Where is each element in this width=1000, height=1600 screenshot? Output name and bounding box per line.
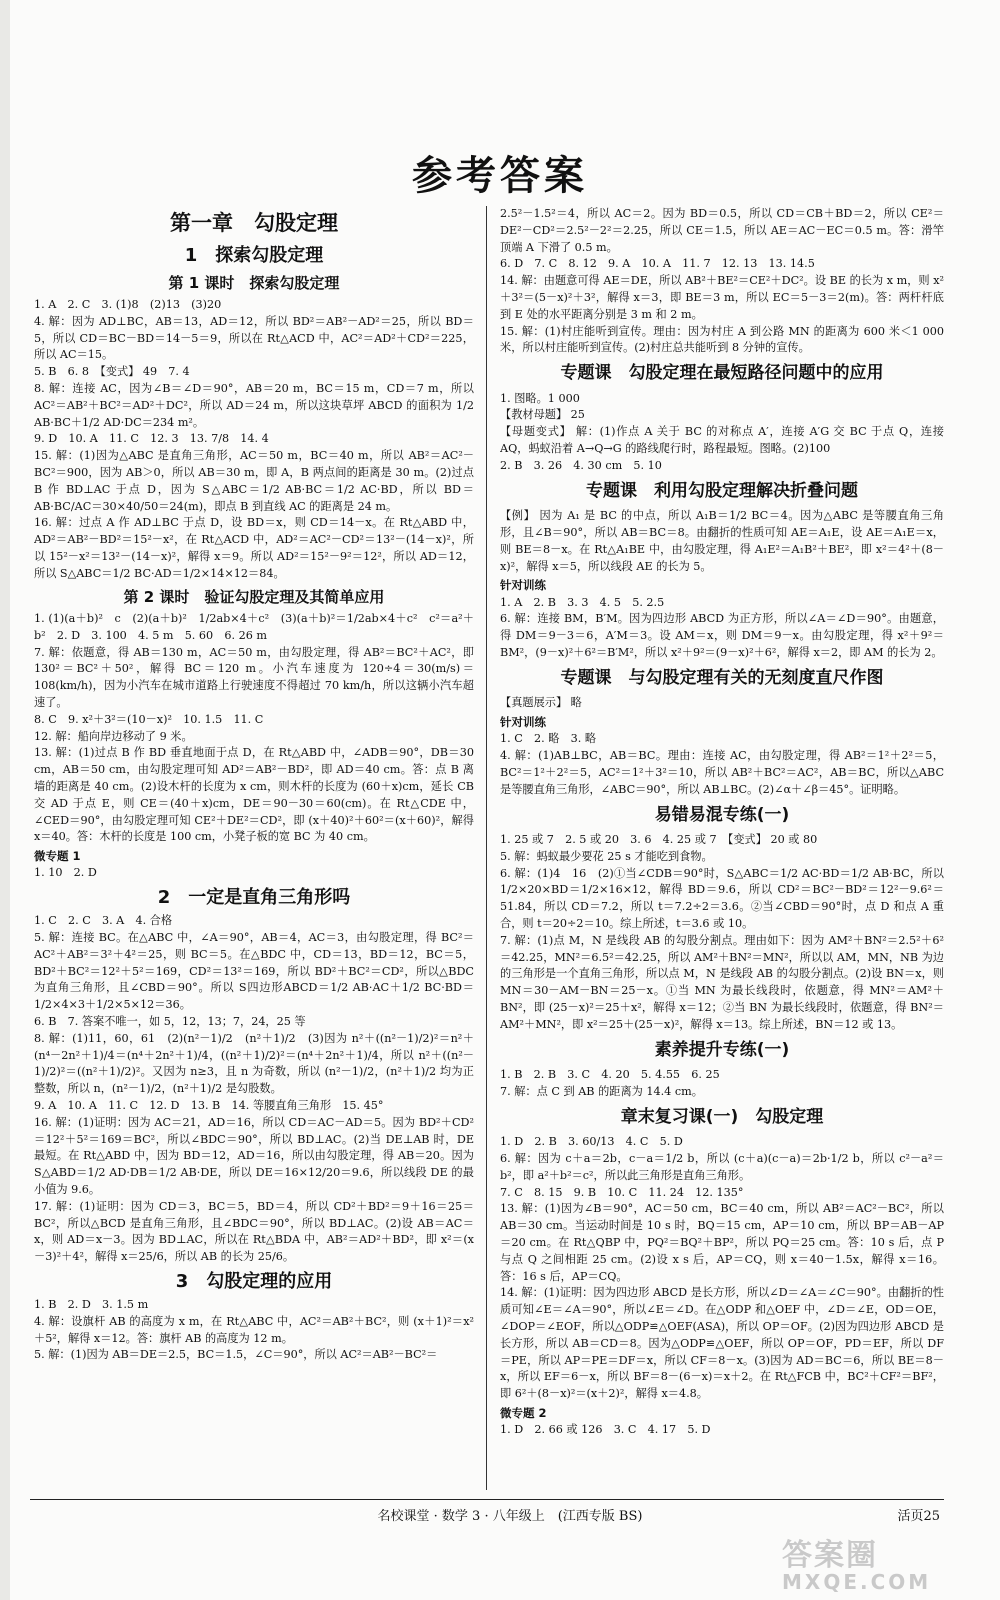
answer-paragraph: 5. 解：(1)因为 AB＝DE＝2.5，BC＝1.5，∠C＝90°，所以 AC²＝AB²－BC²＝ xyxy=(34,1348,438,1362)
answer-paragraph: 5. B 6. 8 【变式】 49 7. 4 xyxy=(34,365,190,379)
answer-paragraph: 6. 解：因为 c＋a＝2b，c－a＝1/2 b，所以 (c＋a)(c－a)＝2b·1/2 b，所以 c²－a²＝b²，即 a²＋b²＝c²，所以此三角形是直角三角形。 xyxy=(500,1151,944,1182)
answer-paragraph: 1. A 2. C 3. (1)8 (2)13 (3)20 xyxy=(34,298,222,311)
topic-heading: 素养提升专练(一) xyxy=(654,1039,790,1060)
answer-paragraph: 1. C 2. C 3. A 4. 合格 xyxy=(34,914,173,928)
answer-paragraph: 2. B 3. 26 4. 30 cm 5. 10 xyxy=(500,458,662,472)
lesson-heading: 第 2 课时 验证勾股定理及其简单应用 xyxy=(123,587,385,606)
answer-paragraph: 1. 25 或 7 2. 5 或 20 3. 6 4. 25 或 7 【变式】 20 或 80 xyxy=(500,833,818,847)
answer-paragraph: 6. 解：(1)4 16 (2)①当∠CDB＝90°时，S△ABC＝1/2 AC·BD＝1/2 AB·BC，所以 1/2×20×BD＝1/2×16×12，解得 BD＝9.6，所以 CD²＝BC²－BD²＝12²－9.6²＝51.84，所以 CD＝7.2，所以 t＝7.2÷2＝3.6。②当∠CBD＝90°时，点 D 和点 A 重合，则 t＝20÷2＝10。综上所述，t＝3.6 或 10。 xyxy=(500,866,944,930)
answer-paragraph: 13. 解：(1)过点 B 作 BD 垂直地面于点 D，在 Rt△ABD 中，∠ADB＝90°，DB＝30 cm，AB＝50 cm，由勾股定理可知 AD²＝AB²－BD²，即 AD＝40 cm。答：点 B 离墙的距离是 40 cm。(2)设木杆的长度为 x cm，则木杆的长度为 (60＋x)cm，延长 CB 交 AD 于点 E，则 CE＝(40＋x)cm，DE＝90－30＝60(cm)。在 Rt△CDE 中，∠CED＝90°，由勾股定理可知 CE²＋DE²＝CD²，即 (x＋40)²＋60²＝(x＋60)²，解得 x＝40。答：木杆的长度是 100 cm，小凳子板的宽 BC 为 40 cm。 xyxy=(34,746,474,844)
sub-heading: 针对训练 xyxy=(500,715,546,730)
sub-heading: 微专题 1 xyxy=(34,849,81,864)
answer-paragraph: 7. 解：点 C 到 AB 的距离为 14.4 cm。 xyxy=(500,1084,703,1098)
answer-paragraph: 1. D 2. B 3. 60/13 4. C 5. D xyxy=(500,1135,683,1149)
answer-paragraph: 12. 解：船向岸边移动了 9 米。 xyxy=(34,729,193,743)
chapter-heading: 第一章 勾股定理 xyxy=(170,211,338,235)
answer-paragraph: 7. C 8. 15 9. B 10. C 11. 24 12. 135° xyxy=(500,1185,744,1199)
answer-paragraph: 【例】 因为 A₁ 是 BC 的中点，所以 A₁B＝1/2 BC＝4。因为△ABC 是等腰直角三角形，且∠B＝90°，所以 AB＝BC＝8。由翻折的性质可知 AE＝A₁E，设 AE＝A₁E＝x，则 BE＝8－x。在 Rt△A₁BE 中，由勾股定理，得 A₁E²＝A₁B²＋BE²，即 x²＝4²＋(8－x)²，解得 x＝5，所以线段 AE 的长为 5。 xyxy=(500,509,944,573)
column-divider xyxy=(486,206,487,1490)
answer-paragraph: 14. 解：(1)证明：因为四边形 ABCD 是长方形，所以∠D＝∠A＝∠C＝90°。由翻折的性质可知∠E＝∠A＝90°，所以∠E＝∠D。在△ODP 和△OEF 中，∠D＝∠E，OD＝OE，∠DOP＝∠EOF，所以△ODP≌△OEF(ASA)，所以 OP＝OF。(2)因为四边形 ABCD 是长方形，所以 AB＝CD＝8。因为△ODP≌△OEF，所以 OP＝OF，PD＝EF，所以 DF＝PE，所以 AP＝PE＝DF＝x，所以 CF＝8－x。(3)因为 AD＝BC＝6，所以 BE＝8－x，所以 EF＝6－x，所以 BF＝8－(6－x)＝x＋2。在 Rt△FCB 中，BC²＋CF²＝BF²，即 6²＋(8－x)²＝(x＋2)²，解得 x＝4.8。 xyxy=(500,1286,944,1401)
answer-paragraph: 1. (1)(a＋b)² c (2)(a＋b)² 1/2ab×4＋c² (3)(a＋b)²＝1/2ab×4＋c² c²＝a²＋b² 2. D 3. 100 4. 5 m 5. 60 6. 26 m xyxy=(34,612,474,642)
answer-paragraph: 4. 解：因为 AD⊥BC，AB＝13，AD＝12，所以 BD²＝AB²－AD²＝25，所以 BD＝5，所以 CD＝BC－BD＝14－5＝9，所以在 Rt△ACD 中，AC²＝AD²＋CD²＝225，所以 AC＝15。 xyxy=(34,314,474,362)
lesson-heading: 第 1 课时 探索勾股定理 xyxy=(168,273,340,292)
answer-paragraph: 1. D 2. 66 或 126 3. C 4. 17 5. D xyxy=(500,1423,711,1437)
answer-paragraph: 【教材母题】 25 xyxy=(500,408,585,422)
footer-book-info: 名校课堂 · 数学 3 · 八年级上 (江西专版 BS) xyxy=(377,1509,643,1524)
answer-paragraph: 2.5²－1.5²＝4，所以 AC＝2。因为 BD＝0.5，所以 CD＝CB＋BD＝2，所以 CE²＝DE²－CD²＝2.5²－2²＝2.25，所以 CE＝1.5，所以 AE＝AC－EC＝0.5 m。答：滑竿顶端 A 下滑了 0.5 m。 xyxy=(500,207,944,254)
answer-paragraph: 1. B 2. D 3. 1.5 m xyxy=(34,1297,149,1311)
watermark-url: MXQE.COM xyxy=(782,1570,932,1594)
answer-paragraph: 1. 图略。1 000 xyxy=(500,391,580,405)
answer-paragraph: 17. 解：(1)证明：因为 CD＝3，BC＝5，BD＝4，所以 CD²＋BD²＝9＋16＝25＝BC²，所以△BCD 是直角三角形，且∠BDC＝90°，所以 BD⊥AC。(2)设 AB＝AC＝x，则 AD＝x－3。因为 BD⊥AC，所以在 Rt△BDA 中，AB²＝AD²＋BD²，即 x²＝(x－3)²＋4²，解得 x＝25/6，所以 AB 的长为 25/6。 xyxy=(34,1199,474,1264)
answer-paragraph: 6. D 7. C 8. 12 9. A 10. A 11. 7 12. 13 13. 14.5 xyxy=(500,257,815,271)
answer-paragraph: 4. 解：(1)AB⊥BC，AB＝BC。理由：连接 AC，由勾股定理，得 AB²＝1²＋2²＝5，BC²＝1²＋2²＝5，AC²＝1²＋3²＝10，所以 AB²＋BC²＝AC²，AB＝BC，所以△ABC 是等腰直角三角形，∠ABC＝90°，所以 AB⊥BC。(2)∠α＋∠β＝45°。证明略。 xyxy=(500,749,944,796)
section-heading: 3 勾股定理的应用 xyxy=(175,1270,333,1292)
answer-paragraph: 9. A 10. A 11. C 12. D 13. B 14. 等腰直角三角形 15. 45° xyxy=(34,1099,384,1113)
topic-heading: 专题课 利用勾股定理解决折叠问题 xyxy=(586,480,858,501)
footer-page-number: 活页25 xyxy=(897,1509,940,1524)
answer-paragraph: 7. 解：依题意，得 AB＝130 m，AC＝50 m，由勾股定理，得 AB²＝BC²＋AC²，即 130²＝BC²＋50²，解得 BC＝120 m。小汽车速度为 120÷4＝30(m/s)＝108(km/h)，因为小汽车在城市道路上行驶速度不得超过 70 km/h，所以这辆小汽车超速了。 xyxy=(34,645,474,710)
answer-paragraph: 6. 解：连接 BM，B′M。因为四边形 ABCD 为正方形，所以∠A＝∠D＝90°。由题意，得 DM＝9－3＝6，A′M＝3。设 AM＝x，则 DM＝9－x。由勾股定理，得 x²＋9²＝BM²，(9－x)²＋6²＝B′M²，所以 x²＋9²＝(9－x)²＋6²，解得 x＝2，即 AM 的长为 2。 xyxy=(500,612,944,659)
watermark-logo xyxy=(782,1530,982,1594)
answer-paragraph: 13. 解：(1)因为∠B＝90°，AC＝50 cm，BC＝40 cm，所以 AB²＝AC²－BC²，所以 AB＝30 cm。当运动时间是 10 s 时，BQ＝15 cm，AP＝10 cm，所以 BP＝AB－AP＝20 cm。在 Rt△QBP 中，PQ²＝BQ²＋BP²，所以 PQ＝25 cm。答：10 s 后，点 P 与点 Q 之间相距 25 cm。(2)设 x s 后，AP＝CQ，则 x＝40－1.5x，解得 x＝16。答：16 s 后，AP＝CQ。 xyxy=(500,1202,944,1283)
answer-paragraph: 1. 10 2. D xyxy=(34,866,97,880)
answer-paragraph: 16. 解：(1)证明：因为 AC＝21，AD＝16，所以 CD＝AC－AD＝5。因为 BD²＋CD²＝12²＋5²＝169＝BC²，所以∠BDC＝90°，所以 BD⊥AC。(2)当 DE⊥AB 时，DE 最短。在 Rt△ABD 中，因为 BD＝12，AD＝16，所以由勾股定理，得 AB＝20。因为 S△ABD＝1/2 AD·DB＝1/2 AB·DE，所以 DE＝16×12/20＝9.6，所以线段 DE 的最小值为 9.6。 xyxy=(34,1115,474,1196)
answer-paragraph: 16. 解：过点 A 作 AD⊥BC 于点 D，设 BD＝x，则 CD＝14－x。在 Rt△ABD 中，AD²＝AB²－BD²＝15²－x²，在 Rt△ACD 中，AD²＝AC²－CD²＝13²－(14－x)²，所以 15²－x²＝13²－(14－x)²，解得 x＝9。所以 AD²＝15²－9²＝12²，所以 AD＝12，所以 S△ABC＝1/2 BC·AD＝1/2×14×12＝84。 xyxy=(34,516,474,580)
answer-paragraph: 6. B 7. 答案不唯一，如 5，12，13；7，24，25 等 xyxy=(34,1015,306,1029)
answer-paragraph: 1. B 2. B 3. C 4. 20 5. 4.55 6. 25 xyxy=(500,1068,720,1082)
footer-rule xyxy=(30,1499,944,1500)
answer-paragraph: 8. 解：连接 AC，因为∠B＝∠D＝90°，AB＝20 m，BC＝15 m，CD＝7 m，所以 AC²＝AB²＋BC²＝AD²＋DC²，所以 AD＝24 m，所以这块草坪 ABCD 的面积为 1/2 AB·BC＋1/2 AD·DC＝234 m²。 xyxy=(34,381,474,429)
answer-paragraph: 9. D 10. A 11. C 12. 3 13. 7/8 14. 4 xyxy=(34,432,269,446)
topic-heading: 易错易混专练(一) xyxy=(654,804,790,825)
answer-paragraph: 8. C 9. x²＋3²＝(10－x)² 10. 1.5 11. C xyxy=(34,712,264,726)
answer-paragraph: 4. 解：设旗杆 AB 的高度为 x m，在 Rt△ABC 中，AC²＝AB²＋BC²，则 (x＋1)²＝x²＋5²，解得 x＝12。答：旗杆 AB 的高度为 12 m。 xyxy=(34,1314,474,1345)
answer-paragraph: 1. A 2. B 3. 3 4. 5 5. 2.5 xyxy=(500,595,665,609)
section-heading: 2 一定是直角三角形吗 xyxy=(157,887,351,909)
topic-heading: 专题课 与勾股定理有关的无刻度直尺作图 xyxy=(560,667,884,688)
answer-paragraph: 1. C 2. 略 3. 略 xyxy=(500,732,597,746)
section-heading: 1 探索勾股定理 xyxy=(184,244,324,266)
answer-paragraph: 8. 解：(1)11，60，61 (2)(n²－1)/2 (n²＋1)/2 (3)因为 n²＋((n²－1)/2)²＝n²＋(n⁴－2n²＋1)/4＝(n⁴＋2n²＋1)/4，((n²＋1)/2)²＝(n⁴＋2n²＋1)/4，所以 n²＋((n²－1)/2)²＝((n²＋1)/2)²。又因为 n≥3，且 n 为奇数，所以 (n²－1)/2，(n²＋1)/2 均为正整数，所以 n，(n²－1)/2，(n²＋1)/2 是勾股数。 xyxy=(34,1031,474,1096)
page-footer xyxy=(0,1505,1000,1529)
sub-heading: 微专题 2 xyxy=(500,1405,547,1420)
watermark-text: 答案圈 xyxy=(782,1538,878,1573)
topic-heading: 章末复习课(一) 勾股定理 xyxy=(620,1106,824,1127)
answer-paragraph: 5. 解：连接 BC。在△ABC 中，∠A＝90°，AB＝4，AC＝3，由勾股定理，得 BC²＝AC²＋AB²＝3²＋4²＝25，则 BC＝5。在△BDC 中，CD＝13，BD＝12，BC＝5，BD²＋BC²＝12²＋5²＝169，CD²＝13²＝169，所以 BD²＋BC²＝CD²，所以△BDC 为直角三角形，且∠CBD＝90°。所以 S四边形ABCD＝1/2 AB·AC＋1/2 BC·BD＝1/2×4×3＋1/2×5×12＝36。 xyxy=(34,931,474,1012)
answer-paragraph: 15. 解：(1)因为△ABC 是直角三角形，AC＝50 m，BC＝40 m，所以 AB²＝AC²－BC²＝900，因为 AB＞0，所以 AB＝30 m，即 A，B 两点间的距离是 30 m。(2)过点 B 作 BD⊥AC 于点 D，因为 S△ABC＝1/2 AB·BC＝1/2 AC·BD，所以 BD＝AB·BC/AC＝30×40/50＝24(m)，即点 B 到直线 AC 的距离是 24 m。 xyxy=(34,449,474,513)
sub-heading: 针对训练 xyxy=(500,578,546,593)
answer-paragraph: 5. 解：蚂蚁最少要花 25 s 才能吃到食物。 xyxy=(500,849,713,863)
page-title: 参考答案 xyxy=(412,153,588,199)
answer-paragraph: 7. 解：(1)点 M，N 是线段 AB 的勾股分割点。理由如下：因为 AM²＋BN²＝2.5²＋6²＝42.25，MN²＝6.5²＝42.25，所以 AM²＋BN²＝MN²，所以以 AM，MN，NB 为边的三角形是一个直角三角形，所以点 M，N 是线段 AB 的勾股分割点。(2)设 BN＝x，则 MN＝30－AM－BN＝25－x。①当 MN 为最长线段时，依题意，得 MN²＝AM²＋BN²，即 (25－x)²＝25＋x²，解得 x＝12；②当 BN 为最长线段时，依题意，得 BN²＝AM²＋MN²，即 x²＝25＋(25－x)²，解得 x＝13。综上所述，BN＝12 或 13。 xyxy=(500,933,944,1031)
topic-heading: 专题课 勾股定理在最短路径问题中的应用 xyxy=(560,363,884,384)
answer-paragraph: 14. 解：由题意可得 AE＝DE，所以 AB²＋BE²＝CE²＋DC²。设 BE 的长为 x m，则 x²＋3²＝(5－x)²＋3²，解得 x＝3，即 BE＝3 m，所以 EC＝5－3＝2(m)。答：两杆杆底到 E 处的水平距离分别是 3 m 和 2 m。 xyxy=(500,274,944,321)
answer-paragraph: 【母题变式】 解：(1)作点 A 关于 BC 的对称点 A′，连接 A′G 交 BC 于点 Q，连接 AQ，蚂蚁沿着 A→Q→G 的路线爬行时，路程最短。图略。(2)100 xyxy=(500,425,944,456)
right-column xyxy=(500,206,944,1490)
answer-paragraph: 15. 解：(1)村庄能听到宣传。理由：因为村庄 A 到公路 MN 的距离为 600 米＜1 000 米，所以村庄能听到宣传。(2)村庄总共能听到 8 分钟的宣传。 xyxy=(500,324,944,355)
left-column xyxy=(34,206,474,1490)
answer-paragraph: 【真题展示】 略 xyxy=(500,696,582,710)
